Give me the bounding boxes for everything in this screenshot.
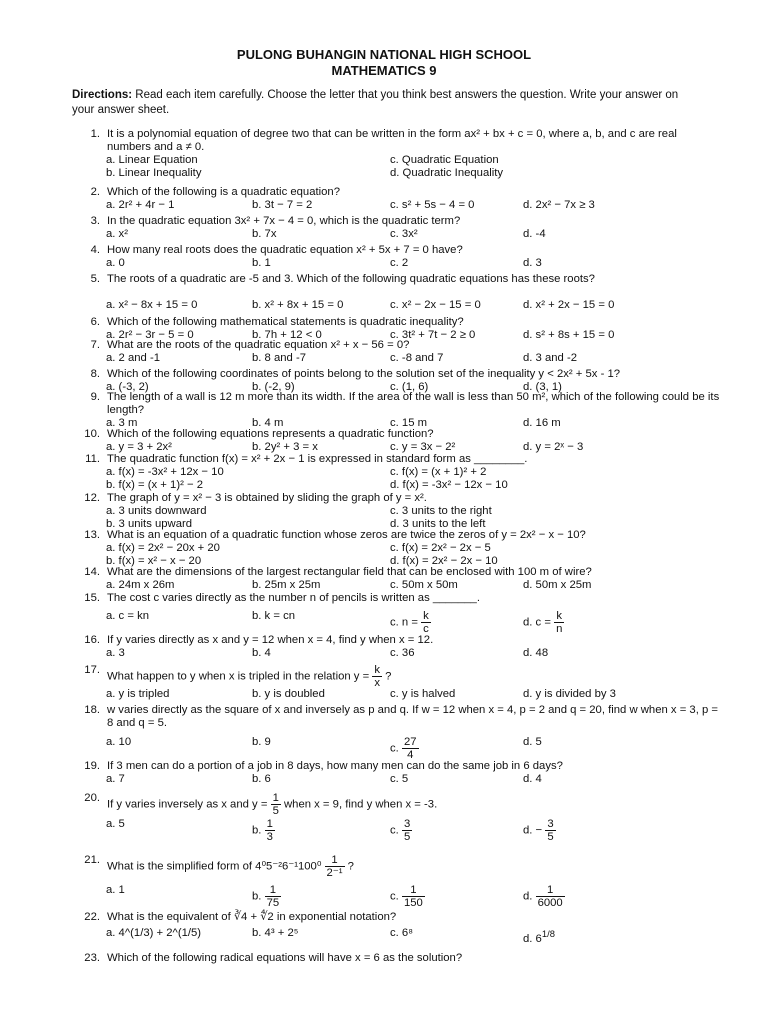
question-text: Which of the following equations represents a quadratic function? [107, 428, 434, 440]
option-a: a. c = kn [106, 610, 150, 622]
option-a: a. 1 [106, 884, 125, 896]
option-fraction-denominator: 5 [403, 831, 411, 843]
directions-label: Directions: [72, 89, 133, 101]
option-c: c. s² + 5s − 4 = 0 [390, 199, 475, 211]
option-fraction-denominator: n [556, 623, 563, 635]
option-fraction [545, 818, 555, 843]
option-fraction [421, 610, 431, 635]
option-fraction-denominator: 3 [266, 831, 273, 843]
option-fraction-numerator: 3 [403, 818, 411, 830]
option-b: b. $\frac{1}{75}$ [252, 884, 280, 909]
option-d: d. c = $\frac{k}{n}$ [523, 610, 563, 635]
option-c: c. 2 [390, 257, 409, 269]
question-number: 3. [90, 215, 100, 227]
option-a: a. 2 and -1 [106, 352, 161, 364]
option-a: a. 0 [106, 257, 125, 269]
option-a: a. 24m x 26m [106, 579, 175, 591]
question-fraction [271, 792, 281, 817]
option-fraction-numerator: k [554, 610, 564, 623]
question-text: If 3 men can do a portion of a job in 8 days, how many men can do the same job in 6 days? [107, 760, 563, 772]
option-b: b. 4³ + 2⁵ [252, 927, 299, 939]
option-d: d. 3 and -2 [523, 352, 578, 364]
option-b: b. 6 [252, 773, 271, 785]
question-text: What happen to y when x is tripled in the relation y = $\frac{k}{x}$ ? [107, 664, 392, 689]
option-b: b. 8 and -7 [252, 352, 307, 364]
option-b: b. 4 [252, 647, 271, 659]
option-d: d. − $\frac{3}{5}$ [523, 818, 554, 843]
option-c: c. f(x) = (x + 1)² + 2 [390, 466, 487, 478]
option-c: c. $\frac{27}{4}$ [390, 736, 417, 761]
option-b: b. 25m x 25m [252, 579, 321, 591]
question-number: 8. [90, 368, 100, 380]
option-a: a. 3 [106, 647, 125, 659]
question-number: 17. [84, 664, 100, 676]
question-number: 11. [85, 453, 100, 465]
option-a: a. f(x) = 2x² − 20x + 20 [106, 542, 220, 554]
option-c: c. 3t² + 7t − 2 ≥ 0 [390, 329, 476, 341]
question-number: 7. [90, 339, 100, 351]
question-number: 6. [90, 316, 100, 328]
option-b: b. (-2, 9) [252, 381, 295, 393]
option-fraction-denominator: 4 [407, 749, 414, 761]
question-number: 13. [84, 529, 100, 541]
question-fraction-denominator: 2⁻¹ [326, 867, 343, 879]
option-d: d. 16 m [523, 417, 561, 429]
question-text: What is the equivalent of ∛4 + ∜2 in exponential notation? [107, 911, 397, 923]
option-fraction-numerator: 3 [547, 818, 554, 830]
option-a: a. x² [106, 228, 128, 240]
option-fraction [265, 884, 282, 909]
question-number: 20. [84, 792, 100, 804]
option-a: a. 10 [106, 736, 132, 748]
option-c: c. x² − 2x − 15 = 0 [390, 299, 481, 311]
question-number: 5. [90, 273, 100, 285]
option-a: a. y is tripled [106, 688, 170, 700]
option-c: c. 50m x 50m [390, 579, 458, 591]
option-fraction-numerator: k [423, 610, 429, 622]
option-a: a. y = 3 + 2x² [106, 441, 172, 453]
question-number: 16. [84, 634, 100, 646]
option-a: a. (-3, 2) [106, 381, 149, 393]
question-text: Which of the following mathematical statements is quadratic inequality? [107, 316, 464, 328]
school-name: PULONG BUHANGIN NATIONAL HIGH SCHOOL [236, 47, 532, 62]
question-text: The length of a wall is 12 m more than its width. If the area of the wall is less than 50 m², which of the following could be its length? [107, 391, 720, 416]
option-b: b. 2y² + 3 = x [252, 441, 318, 453]
question-number: 19. [84, 760, 100, 772]
option-d: d. y is divided by 3 [523, 688, 616, 700]
option-c: c. y is halved [390, 688, 456, 700]
question-number: 21. [84, 854, 100, 866]
question-text: In the quadratic equation 3x² + 7x − 4 = 0, which is the quadratic term? [107, 215, 461, 227]
question-text: What are the dimensions of the largest rectangular field that can be enclosed with 100 m of wire? [107, 566, 592, 578]
option-c: c. y = 3x − 2² [390, 441, 456, 453]
question-number: 22. [84, 911, 100, 923]
option-b: b. k = cn [252, 610, 296, 622]
option-fraction [402, 884, 425, 909]
option-d: d. s² + 8s + 15 = 0 [523, 329, 615, 341]
option-c: c. 3x² [390, 228, 418, 240]
option-a: a. Linear Equation [106, 154, 198, 166]
option-c: c. f(x) = 2x² − 2x − 5 [390, 542, 491, 554]
option-fraction-numerator: 27 [403, 736, 417, 748]
option-c: c. $\frac{3}{5}$ [390, 818, 411, 843]
option-fraction-numerator: 1 [265, 884, 282, 897]
question-text: The roots of a quadratic are -5 and 3. Which of the following quadratic equations has these roots? [107, 273, 595, 285]
question-text: Which of the following coordinates of points belong to the solution set of the inequality y < 2x² + 5x - 1? [107, 368, 621, 380]
question-number: 2. [90, 186, 100, 198]
question-fraction-denominator: 5 [272, 805, 279, 817]
option-b: b. x² + 8x + 15 = 0 [252, 299, 344, 311]
option-d: d. 48 [523, 647, 549, 659]
option-d: d. Quadratic Inequality [390, 167, 504, 179]
question-number: 4. [90, 244, 100, 256]
option-fraction [402, 736, 419, 761]
option-a: a. 4^(1/3) + 2^(1/5) [106, 927, 202, 939]
question-text: The quadratic function f(x) = x² + 2x − 1 is expressed in standard form as ________. [107, 453, 528, 465]
directions [72, 88, 692, 118]
question-fraction [372, 664, 382, 689]
option-a: a. 2r² − 3r − 5 = 0 [106, 329, 194, 341]
question-text: The graph of y = x² − 3 is obtained by sliding the graph of y = x². [107, 492, 427, 504]
option-fraction-denominator: 150 [403, 897, 423, 909]
option-b: b. 3 units upward [106, 518, 193, 530]
option-d: d. y = 2ˣ − 3 [523, 441, 584, 453]
question-number: 23. [84, 952, 100, 964]
option-a: a. 3 m [106, 417, 138, 429]
question-text: Which of the following radical equations will have x = 6 as the solution? [107, 952, 463, 964]
question-number: 9. [90, 391, 100, 403]
option-b: b. 9 [252, 736, 271, 748]
option-fraction-numerator: 1 [266, 818, 273, 830]
option-c: c. 15 m [390, 417, 428, 429]
question-fraction-denominator: x [374, 677, 380, 689]
option-b: b. 7x [252, 228, 277, 240]
question-number: 15. [84, 592, 100, 604]
question-number: 14. [84, 566, 100, 578]
option-fraction-denominator: 75 [266, 897, 280, 909]
option-c: c. n = $\frac{k}{c}$ [390, 610, 429, 635]
question-number: 12. [84, 492, 100, 504]
option-d: d. 2x² − 7x ≥ 3 [523, 199, 595, 211]
option-b: b. 4 m [252, 417, 284, 429]
option-d: d. $\frac{1}{6000}$ [523, 884, 563, 909]
option-b: b. 7h + 12 < 0 [252, 329, 322, 341]
option-c: c. 3 units to the right [390, 505, 492, 517]
option-c: c. $\frac{1}{150}$ [390, 884, 423, 909]
question-number: 18. [84, 704, 100, 716]
option-a: a. 7 [106, 773, 125, 785]
option-fraction-denominator: 5 [547, 831, 554, 843]
question-text: Which of the following is a quadratic equation? [107, 186, 340, 198]
option-c: c. 6⁸ [390, 927, 413, 939]
option-b: b. 1 [252, 257, 271, 269]
option-b: b. $\frac{1}{3}$ [252, 818, 273, 843]
option-b: b. 3t − 7 = 2 [252, 199, 313, 211]
option-fraction-numerator: 1 [536, 884, 565, 897]
question-fraction [325, 854, 345, 879]
option-fraction [536, 884, 565, 909]
option-d: d. 3 [523, 257, 542, 269]
option-d: d. f(x) = 2x² − 2x − 10 [390, 555, 498, 567]
option-fraction-denominator: c [423, 623, 429, 635]
question-text: If y varies directly as x and y = 12 when x = 4, find y when x = 12. [107, 634, 434, 646]
option-c: c. Quadratic Equation [390, 154, 499, 166]
question-text: If y varies inversely as x and y = $\frac{1}{5}$ when x = 9, find y when x = -3. [107, 792, 438, 817]
option-c: c. 36 [390, 647, 415, 659]
question-text: How many real roots does the quadratic equation x² + 5x + 7 = 0 have? [107, 244, 463, 256]
option-a: a. 5 [106, 818, 125, 830]
option-b: b. y is doubled [252, 688, 325, 700]
question-number: 10. [84, 428, 100, 440]
option-fraction-denominator: 6000 [537, 897, 563, 909]
subject-title: MATHEMATICS 9 [331, 63, 437, 78]
question-text: It is a polynomial equation of degree two that can be written in the form ax² + bx + c = 0, where a, b, and c are real numbers and a ≠ 0. [107, 128, 677, 153]
option-d: d. f(x) = -3x² − 12x − 10 [390, 479, 508, 491]
directions-text: Read each item carefully. Choose the letter that you think best answers the question. Write your answer on your answer sheet. [72, 89, 679, 116]
question-text: w varies directly as the square of x and inversely as p and q. If w = 12 when x = 4, p = 2 and q = 20, find w when x = 3, p = 8 and q = 5. [107, 704, 719, 729]
option-d: d. 4 [523, 773, 542, 785]
question-fraction-numerator: k [374, 664, 380, 676]
option-d: d. 50m x 25m [523, 579, 592, 591]
question-text: What are the roots of the quadratic equation x² + x − 56 = 0? [107, 339, 410, 351]
option-fraction [265, 818, 275, 843]
question-fraction-numerator: 1 [272, 792, 279, 804]
question-fraction-numerator: 1 [325, 854, 345, 867]
option-b: b. f(x) = x² − x − 20 [106, 555, 202, 567]
option-b: b. f(x) = (x + 1)² − 2 [106, 479, 203, 491]
option-d: d. (3, 1) [523, 381, 562, 393]
option-a: a. f(x) = -3x² + 12x − 10 [106, 466, 224, 478]
option-a: a. x² − 8x + 15 = 0 [106, 299, 198, 311]
question-text: The cost c varies directly as the number n of pencils is written as _______. [107, 592, 480, 604]
question-text: What is an equation of a quadratic function whose zeros are twice the zeros of y = 2x² − x − 10? [107, 529, 586, 541]
question-text: What is the simplified form of 4⁰5⁻²6⁻¹100⁰ $\frac{1}{\text{2⁻¹}}$ ? [107, 854, 354, 879]
option-a: a. 2r² + 4r − 1 [106, 199, 175, 211]
option-c: c. -8 and 7 [390, 352, 444, 364]
option-c: c. 5 [390, 773, 409, 785]
option-b: b. Linear Inequality [106, 167, 202, 179]
option-c: c. (1, 6) [390, 381, 429, 393]
option-fraction [402, 818, 412, 843]
option-fraction-numerator: 1 [402, 884, 425, 897]
option-d: d. 5 [523, 736, 542, 748]
option-d: d. x² + 2x − 15 = 0 [523, 299, 615, 311]
option-d: d. $6^{1/8}$ [523, 928, 555, 945]
option-d: d. 3 units to the left [390, 518, 486, 530]
option-fraction [554, 610, 564, 635]
question-number: 1. [90, 128, 100, 140]
option-d: d. -4 [523, 228, 546, 240]
option-a: a. 3 units downward [106, 505, 207, 517]
